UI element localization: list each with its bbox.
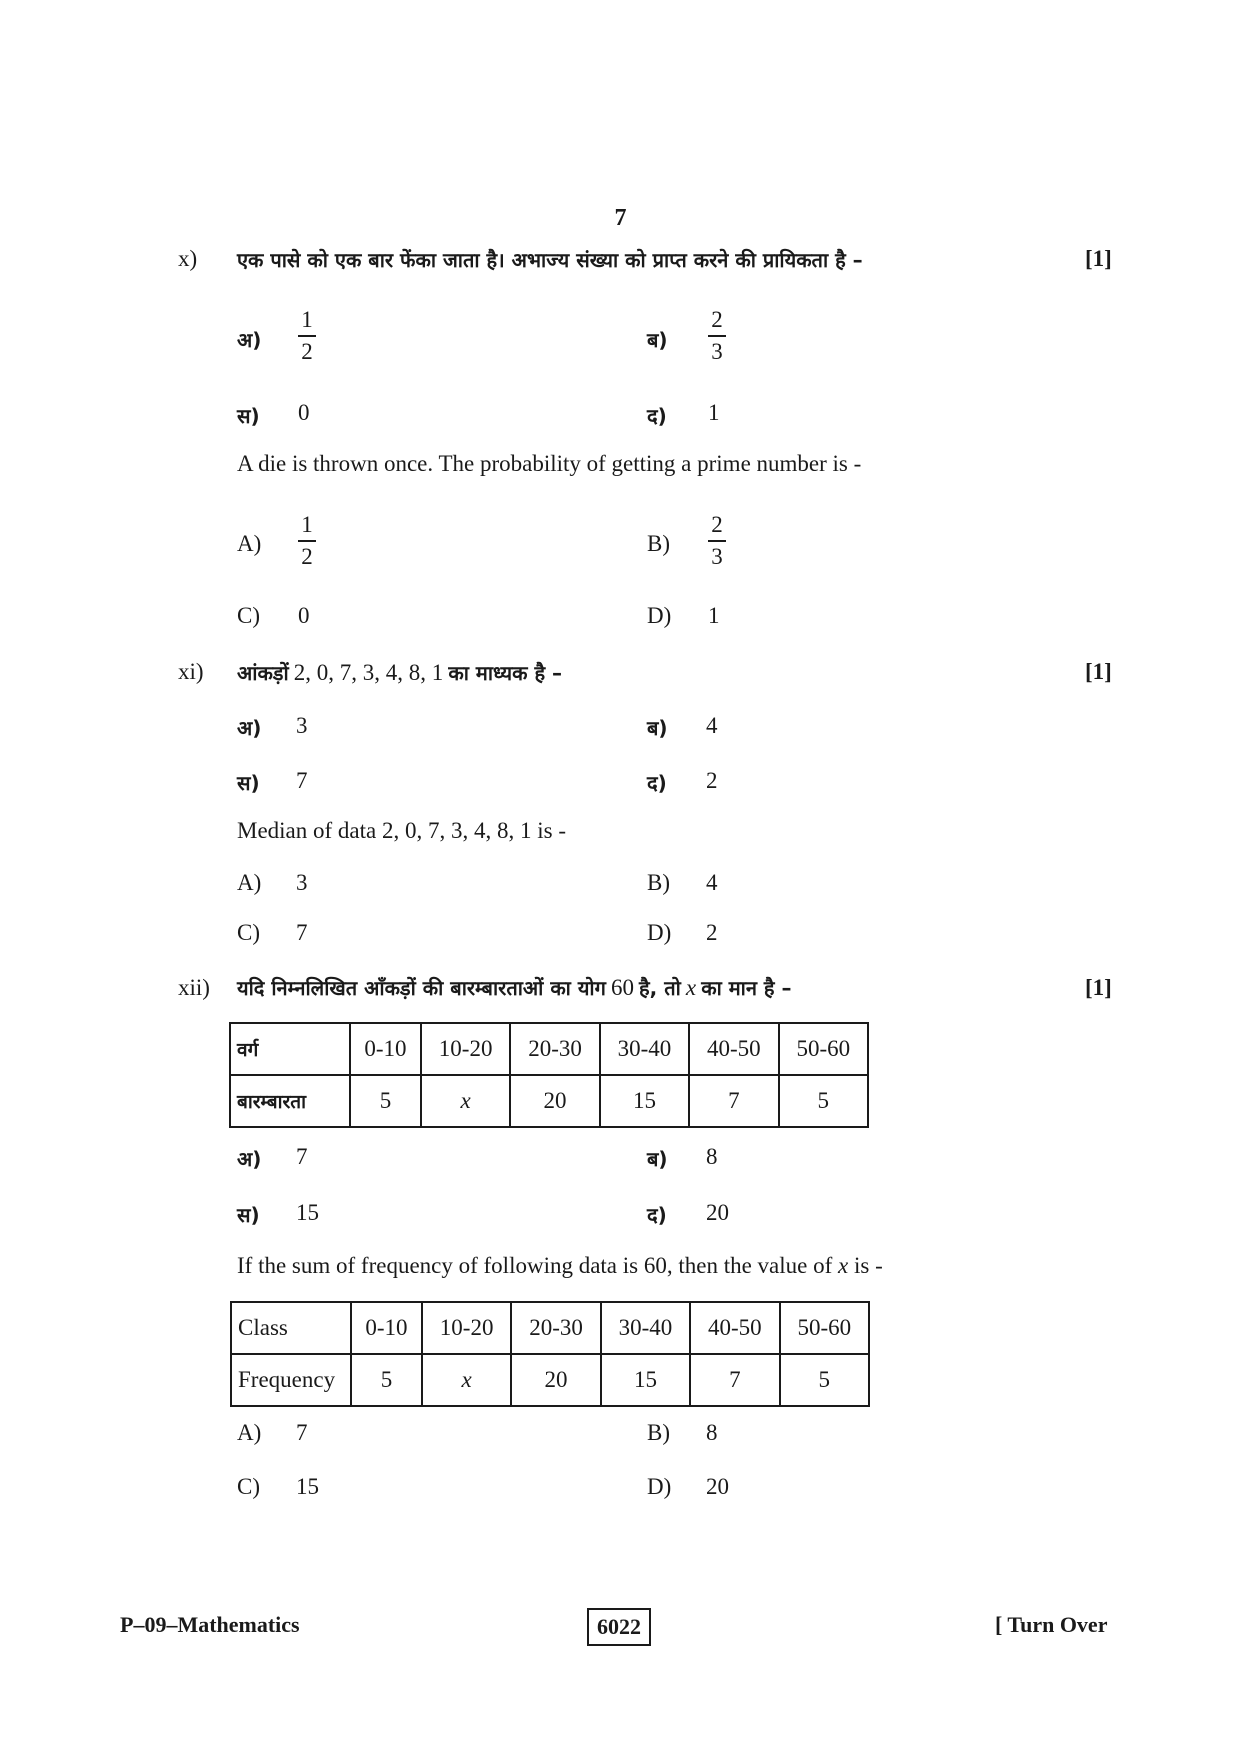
option-value: 7 [296, 1420, 308, 1445]
option-label: B) [647, 870, 670, 895]
option-label: C) [237, 603, 260, 628]
table-cell: 10-20 [421, 1023, 510, 1075]
option-fraction: 1 2 [298, 306, 316, 366]
question-text-hindi: एक पासे को एक बार फेंका जाता है। अभाज्य संख्या को प्राप्त करने की प्रायिकता है – [237, 248, 863, 272]
question-number: xi) [178, 659, 204, 684]
option-value: 3 [296, 870, 308, 895]
option-label: स) [237, 1203, 260, 1227]
option-label: B) [647, 531, 670, 556]
table-cell: 50-60 [780, 1302, 869, 1354]
option-fraction: 2 3 [708, 306, 726, 366]
table-cell: 0-10 [350, 1023, 421, 1075]
option-label: C) [237, 1474, 260, 1499]
option-fraction: 1 2 [298, 511, 316, 571]
question-number: xii) [178, 975, 210, 1000]
option-label: B) [647, 1420, 670, 1445]
option-value: 15 [296, 1200, 319, 1225]
table-cell: 40-50 [689, 1023, 778, 1075]
table-cell: 15 [600, 1075, 689, 1127]
marks: [1] [1085, 975, 1112, 1000]
option-value: 3 [296, 713, 308, 738]
table-cell: 5 [779, 1075, 868, 1127]
question-text-english: If the sum of frequency of following data is 60, then the value of x is - [237, 1253, 883, 1278]
option-label: D) [647, 920, 672, 945]
table-cell: 20 [510, 1075, 599, 1127]
option-label: ब) [647, 1147, 668, 1171]
table-cell: 30-40 [601, 1302, 690, 1354]
option-label: A) [237, 1420, 262, 1445]
option-value: 4 [706, 713, 718, 738]
table-row [231, 1302, 869, 1354]
option-value: 2 [706, 920, 718, 945]
question-text-hindi: आंकड़ों 2, 0, 7, 3, 4, 8, 1 का माध्यक है – [237, 660, 563, 685]
table-cell: 50-60 [779, 1023, 868, 1075]
option-label: द) [647, 1203, 667, 1227]
option-label: ब) [647, 328, 668, 352]
option-value: 1 [708, 603, 720, 628]
option-value: 8 [706, 1144, 718, 1169]
table-cell: 20-30 [511, 1302, 600, 1354]
table-cell: बारम्बारता [230, 1075, 350, 1127]
option-fraction: 2 3 [708, 511, 726, 571]
option-value: 8 [706, 1420, 718, 1445]
table-cell: 20 [511, 1354, 600, 1406]
question-text-english: A die is thrown once. The probability of getting a prime number is - [237, 451, 862, 476]
table-cell: Class [231, 1302, 351, 1354]
marks: [1] [1085, 659, 1112, 684]
option-label: C) [237, 920, 260, 945]
table-cell: 5 [351, 1354, 422, 1406]
option-value: 0 [298, 400, 310, 425]
option-label: द) [647, 404, 667, 428]
table-cell: Frequency [231, 1354, 351, 1406]
question-number: x) [178, 246, 198, 271]
option-label: D) [647, 1474, 672, 1499]
table-cell: 0-10 [351, 1302, 422, 1354]
option-label: अ) [237, 1147, 262, 1171]
turn-over-label: [ Turn Over [995, 1612, 1108, 1637]
table-cell: 40-50 [690, 1302, 779, 1354]
table-cell: वर्ग [230, 1023, 350, 1075]
page-code-box: 6022 [587, 1608, 651, 1646]
option-label: स) [237, 771, 260, 795]
option-value: 1 [708, 400, 720, 425]
option-value: 0 [298, 603, 310, 628]
option-label: अ) [237, 716, 262, 740]
option-label: अ) [237, 328, 262, 352]
option-value: 7 [296, 768, 308, 793]
table-cell: 7 [690, 1354, 779, 1406]
table-cell: 10-20 [422, 1302, 511, 1354]
paper-code-label: P–09–Mathematics [120, 1612, 300, 1637]
option-label: A) [237, 531, 262, 556]
option-value: 4 [706, 870, 718, 895]
option-label: ब) [647, 716, 668, 740]
question-text-english: Median of data 2, 0, 7, 3, 4, 8, 1 is - [237, 818, 566, 843]
table-cell: 5 [350, 1075, 421, 1127]
table-cell: 15 [601, 1354, 690, 1406]
option-label: द) [647, 771, 667, 795]
option-value: 20 [706, 1474, 729, 1499]
frequency-table-hindi [229, 1022, 869, 1128]
option-value: 15 [296, 1474, 319, 1499]
table-cell: x [422, 1354, 511, 1406]
table-row [230, 1075, 868, 1127]
option-label: A) [237, 870, 262, 895]
option-label: D) [647, 603, 672, 628]
option-value: 7 [296, 920, 308, 945]
marks: [1] [1085, 246, 1112, 271]
question-text-hindi: यदि निम्नलिखित आँकड़ों की बारम्बारताओं का योग 60 है, तो x का मान है – [237, 975, 792, 1000]
option-value: 2 [706, 768, 718, 793]
table-cell: 30-40 [600, 1023, 689, 1075]
option-label: स) [237, 404, 260, 428]
frequency-table-english [230, 1301, 870, 1407]
option-value: 20 [706, 1200, 729, 1225]
table-cell: 20-30 [510, 1023, 599, 1075]
table-cell: 5 [780, 1354, 869, 1406]
table-row [231, 1354, 869, 1406]
page-number: 7 [614, 205, 627, 231]
table-cell: 7 [689, 1075, 778, 1127]
table-cell: x [421, 1075, 510, 1127]
table-row [230, 1023, 868, 1075]
option-value: 7 [296, 1144, 308, 1169]
